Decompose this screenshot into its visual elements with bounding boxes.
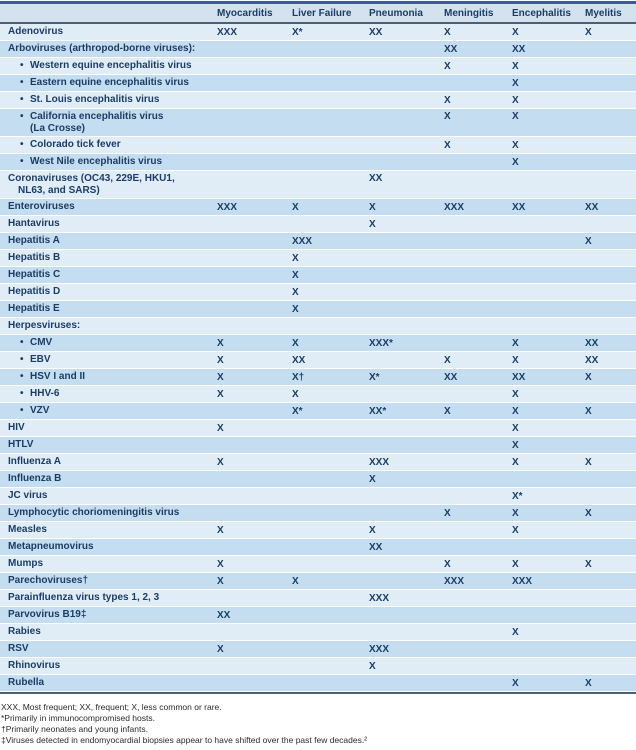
virus-name-line2: NL63, and SARS) [18,185,100,196]
mark-myelitis: XX [585,201,599,213]
mark-meningitis: X [444,354,451,366]
mark-pneumonia: X [369,201,376,213]
mark-myelitis: XX [585,354,599,366]
table-row [0,75,636,92]
mark-meningitis: XXX [444,201,465,213]
virus-name: Colorado tick fever [30,139,121,150]
virus-name-cell [0,456,215,468]
virus-name: Hepatitis C [8,269,61,280]
virus-name-cell [0,173,215,197]
mark-myelitis: XX [585,337,599,349]
virus-name: EBV [30,354,51,365]
table-row [0,522,636,539]
table-row [0,641,636,658]
mark-liver-failure: X [292,201,299,213]
bullet-icon: • [20,94,24,105]
mark-encephalitis: X [512,677,519,689]
virus-name: Enteroviruses [8,201,75,212]
mark-meningitis: XX [444,371,458,383]
mark-meningitis: X [444,507,451,519]
bullet-icon: • [20,337,24,348]
mark-liver-failure: X [292,337,299,349]
footnote-asterisk: *Primarily in immunocompromised hosts. [1,713,155,723]
virus-name: Parechoviruses† [8,575,89,586]
virus-name-cell [0,111,215,135]
bullet-icon: • [20,354,24,365]
mark-myocarditis: X [217,575,224,587]
bullet-icon: • [20,405,24,416]
virus-name: Arboviruses (arthropod-borne viruses): [8,43,196,54]
mark-encephalitis: X [512,524,519,536]
footnote-double-dagger: ‡Viruses detected in endomyocardial biopsies appear to have shifted over the past few decades.² [1,735,368,745]
mark-pneumonia: XXX [369,592,390,604]
virus-name-cell [0,235,215,247]
mark-pneumonia: XXX* [369,337,393,349]
mark-myelitis: X [585,235,592,247]
virus-name: CMV [30,337,53,348]
mark-encephalitis: XX [512,43,526,55]
virus-name: Mumps [8,558,43,569]
mark-liver-failure: XXX [292,235,313,247]
virus-name: Hantavirus [8,218,60,229]
mark-myocarditis: X [217,388,224,400]
mark-encephalitis: X [512,456,519,468]
bullet-icon: • [20,388,24,399]
mark-liver-failure: X* [292,26,303,38]
table-row [0,171,636,199]
table-row [0,590,636,607]
virus-name: Hepatitis E [8,303,60,314]
virus-name-cell [0,269,215,281]
mark-myelitis: X [585,405,592,417]
table-row [0,24,636,41]
mark-myocarditis: X [217,643,224,655]
table-row [0,199,636,216]
table-row [0,454,636,471]
virus-name: Western equine encephalitis virus [30,60,192,71]
virus-name: Influenza B [8,473,62,484]
mark-encephalitis: X [512,405,519,417]
mark-encephalitis: XX [512,371,526,383]
virus-name-cell [0,592,215,604]
mark-myocarditis: XXX [217,201,238,213]
table-row [0,437,636,454]
mark-myocarditis: X [217,558,224,570]
virus-name-cell [0,643,215,655]
mark-encephalitis: X [512,388,519,400]
mark-myocarditis: XX [217,609,231,621]
mark-liver-failure: X [292,286,299,298]
mark-pneumonia: X* [369,371,380,383]
table-row [0,154,636,171]
mark-encephalitis: X* [512,490,523,502]
bullet-icon: • [20,111,24,122]
mark-pneumonia: XXX [369,456,390,468]
virus-name: Parainfluenza virus types 1, 2, 3 [8,592,160,603]
table-row [0,556,636,573]
virus-name-cell [0,286,215,298]
virus-name: Herpesviruses: [8,320,81,331]
mark-pneumonia: X [369,524,376,536]
mark-encephalitis: X [512,422,519,434]
mark-meningitis: X [444,60,451,72]
mark-liver-failure: X* [292,405,303,417]
virus-name-cell [0,26,215,38]
mark-meningitis: XX [444,43,458,55]
virus-name: RSV [8,643,29,654]
virus-name: St. Louis encephalitis virus [30,94,160,105]
virus-name: JC virus [8,490,48,501]
virus-name-cell [0,371,215,383]
mark-myocarditis: X [217,354,224,366]
column-header-myelitis: Myelitis [585,7,622,19]
mark-liver-failure: X [292,388,299,400]
virus-syndrome-table [0,1,636,694]
virus-name: Measles [8,524,47,535]
virus-name-cell [0,139,215,151]
virus-name: Rabies [8,626,41,637]
footnote-dagger: †Primarily neonates and young infants. [1,724,148,734]
table-row [0,505,636,522]
column-header-pneumonia: Pneumonia [369,7,423,19]
table-row [0,403,636,420]
virus-name-cell [0,558,215,570]
mark-pneumonia: XX* [369,405,387,417]
mark-myelitis: X [585,456,592,468]
table-row [0,216,636,233]
mark-liver-failure: X [292,269,299,281]
mark-myocarditis: X [217,422,224,434]
table-row [0,109,636,137]
mark-encephalitis: X [512,354,519,366]
mark-meningitis: X [444,558,451,570]
mark-myocarditis: X [217,456,224,468]
mark-pneumonia: X [369,218,376,230]
virus-name-cell [0,677,215,689]
virus-name: Influenza A [8,456,61,467]
virus-name: Hepatitis D [8,286,61,297]
table-row [0,250,636,267]
table-row [0,675,636,692]
virus-name-line2: (La Crosse) [30,123,86,134]
virus-name-cell [0,541,215,553]
bullet-icon: • [20,156,24,167]
mark-encephalitis: X [512,111,519,122]
virus-name-cell [0,660,215,672]
table-row [0,607,636,624]
mark-encephalitis: X [512,26,519,38]
virus-name-cell [0,201,215,213]
column-header-myocarditis: Myocarditis [217,7,273,19]
mark-liver-failure: XX [292,354,306,366]
virus-name-cell [0,524,215,536]
mark-encephalitis: XX [512,201,526,213]
column-header-meningitis: Meningitis [444,7,494,19]
virus-name: VZV [30,405,50,416]
mark-liver-failure: X [292,252,299,264]
virus-name-cell [0,252,215,264]
virus-name: Parvovirus B19‡ [8,609,87,620]
table-row [0,335,636,352]
mark-meningitis: XXX [444,575,465,587]
table-row [0,301,636,318]
virus-name-cell [0,43,215,55]
virus-name-cell [0,422,215,434]
table-row [0,488,636,505]
mark-myocarditis: XXX [217,26,238,38]
mark-encephalitis: X [512,60,519,72]
mark-encephalitis: XXX [512,575,533,587]
mark-myocarditis: X [217,524,224,536]
mark-meningitis: X [444,139,451,151]
mark-encephalitis: X [512,77,519,89]
mark-myocarditis: X [217,371,224,383]
mark-pneumonia: XX [369,173,383,184]
table-row [0,41,636,58]
virus-name-cell [0,439,215,451]
virus-name-cell [0,609,215,621]
mark-pneumonia: X [369,660,376,672]
footnotes [0,694,636,746]
mark-myelitis: X [585,26,592,38]
mark-myocarditis: X [217,337,224,349]
virus-name: Metapneumovirus [8,541,94,552]
bullet-icon: • [20,371,24,382]
virus-name: Adenovirus [8,26,64,37]
table-header-row [0,4,636,22]
table-row [0,284,636,301]
virus-name: HHV-6 [30,388,60,399]
virus-name: HIV [8,422,25,433]
table-row [0,369,636,386]
mark-myelitis: X [585,507,592,519]
table-row [0,137,636,154]
bullet-icon: • [20,77,24,88]
virus-name: California encephalitis virus [30,111,164,122]
virus-name-cell [0,626,215,638]
mark-encephalitis: X [512,626,519,638]
virus-name: West Nile encephalitis virus [30,156,163,167]
mark-meningitis: X [444,405,451,417]
virus-name-cell [0,77,215,89]
virus-name-cell [0,507,215,519]
mark-encephalitis: X [512,558,519,570]
table-row [0,624,636,641]
mark-meningitis: X [444,26,451,38]
mark-encephalitis: X [512,507,519,519]
virus-name: Hepatitis B [8,252,61,263]
virus-name-cell [0,156,215,168]
bullet-icon: • [20,60,24,71]
virus-name: Rubella [8,677,45,688]
mark-pneumonia: XX [369,26,383,38]
mark-liver-failure: X† [292,371,305,383]
virus-name-cell [0,405,215,417]
table-row [0,420,636,437]
mark-encephalitis: X [512,337,519,349]
mark-myelitis: X [585,371,592,383]
virus-name-cell [0,354,215,366]
virus-name: Hepatitis A [8,235,60,246]
mark-meningitis: X [444,111,451,122]
table-row [0,386,636,403]
virus-name-cell [0,388,215,400]
virus-name-cell [0,303,215,315]
table-row [0,233,636,250]
table-row [0,267,636,284]
footnote-legend: XXX, Most frequent; XX, frequent; X, less common or rare. [1,702,222,712]
virus-name: Coronaviruses (OC43, 229E, HKU1, [8,173,175,184]
virus-name-cell [0,337,215,349]
virus-name: HTLV [8,439,34,450]
table-row [0,92,636,109]
mark-encephalitis: X [512,139,519,151]
mark-myelitis: X [585,677,592,689]
column-header-liver-failure: Liver Failure [292,7,352,19]
mark-liver-failure: X [292,575,299,587]
table-row [0,539,636,556]
mark-meningitis: X [444,94,451,106]
virus-name: Lymphocytic choriomeningitis virus [8,507,180,518]
mark-myelitis: X [585,558,592,570]
virus-name: Eastern equine encephalitis virus [30,77,189,88]
table-row [0,318,636,335]
mark-encephalitis: X [512,94,519,106]
bullet-icon: • [20,139,24,150]
mark-pneumonia: XXX [369,643,390,655]
table-row [0,658,636,675]
virus-name-cell [0,60,215,72]
virus-name-cell [0,473,215,485]
mark-pneumonia: X [369,473,376,485]
virus-name-cell [0,575,215,587]
column-header-encephalitis: Encephalitis [512,7,571,19]
mark-pneumonia: XX [369,541,383,553]
virus-name-cell [0,218,215,230]
mark-encephalitis: X [512,439,519,451]
table-row [0,471,636,488]
virus-rows [0,24,636,692]
virus-name-cell [0,320,215,332]
mark-liver-failure: X [292,303,299,315]
table-row [0,573,636,590]
table-row [0,352,636,369]
mark-encephalitis: X [512,156,519,168]
virus-name-cell [0,490,215,502]
virus-name-cell [0,94,215,106]
table-row [0,58,636,75]
virus-name: Rhinovirus [8,660,61,671]
virus-name: HSV I and II [30,371,86,382]
